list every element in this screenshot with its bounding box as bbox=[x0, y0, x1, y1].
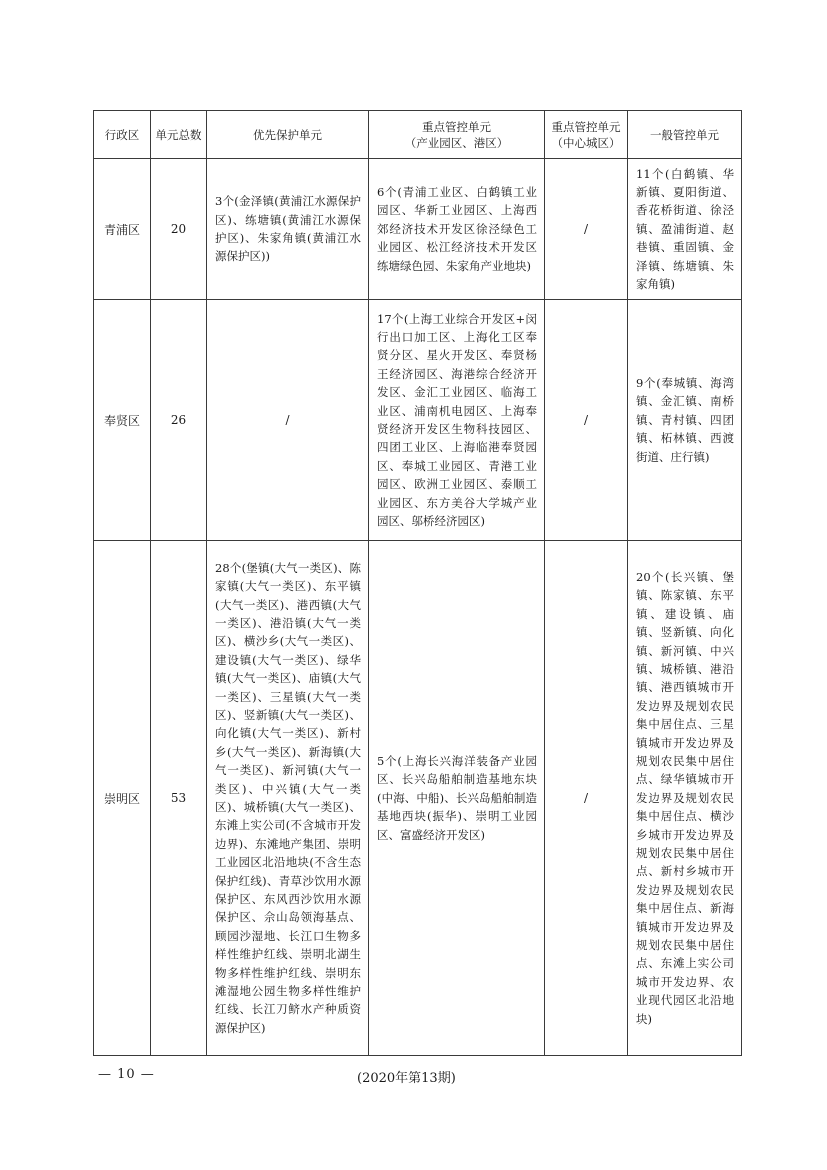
header-key-control-urban: 重点管控单元 （中心城区） bbox=[545, 111, 628, 159]
priority-cell: 28个(堡镇(大气一类区)、陈家镇(大气一类区)、东平镇(大气一类区)、港西镇(大气一类区)、港沿镇(大气一类区)、横沙乡(大气一类区)、建设镇(大气一类区)、绿华镇(大气一类区)、庙镇(大气一类区)、三星镇(大气一类区)、竖新镇(大气一类区)、向化镇(大气一类区)、新村乡(大气一类区)、新海镇(大气一类区)、新河镇(大气一类区)、中兴镇(大气一类区)、城桥镇(大气一类区)、东滩上实公司(不含城市开发边界)、东滩地产集团、崇明工业园区北沿地块(不含生态保护红线)、青草沙饮用水源保护区、东风西沙饮用水源保护区、佘山岛领海基点、顾园沙湿地、长江口生物多样性维护红线、崇明北湖生物多样性维护红线、崇明东滩湿地公园生物多样性维护红线、长江刀鲚水产种质资源保护区) bbox=[207, 541, 369, 1056]
key-industrial-cell: 17个(上海工业综合开发区+闵行出口加工区、上海化工区奉贤分区、星火开发区、奉贤杨王经济园区、海港综合经济开发区、金汇工业园区、临海工业区、浦南机电园区、上海奉贤经济开发区生物科技园区、四团工业区、上海临港奉贤园区、奉城工业园区、青港工业园区、欧洲工业园区、泰顺工业园区、东方美谷大学城产业园区、邬桥经济园区) bbox=[369, 300, 545, 541]
key-urban-cell: / bbox=[545, 300, 628, 541]
key-industrial-cell: 5个(上海长兴海洋装备产业园区、长兴岛船舶制造基地东块(中海、中船)、长兴岛船舶制造基地西块(振华)、崇明工业园区、富盛经济开发区) bbox=[369, 541, 545, 1056]
key-industrial-cell: 6个(青浦工业区、白鹤镇工业园区、华新工业园区、上海西郊经济技术开发区徐泾绿色工业园区、松江经济技术开发区练塘绿色园、朱家角产业地块) bbox=[369, 159, 545, 300]
header-total-units: 单元总数 bbox=[151, 111, 207, 159]
header-priority-protection: 优先保护单元 bbox=[207, 111, 369, 159]
general-cell: 11个(白鹤镇、华新镇、夏阳街道、香花桥街道、徐泾镇、盈浦街道、赵巷镇、重固镇、金泽镇、练塘镇、朱家角镇) bbox=[628, 159, 742, 300]
total-cell: 20 bbox=[151, 159, 207, 300]
table-row-qingpu bbox=[94, 159, 742, 300]
general-cell: 20个(长兴镇、堡镇、陈家镇、东平镇、建设镇、庙镇、竖新镇、向化镇、新河镇、中兴镇、城桥镇、港沿镇、港西镇城市开发边界及规划农民集中居住点、三星镇城市开发边界及规划农民集中居住点、绿华镇城市开发边界及规划农民集中居住点、横沙乡城市开发边界及规划农民集中居住点、新村乡城市开发边界及规划农民集中居住点、新海镇城市开发边界及规划农民集中居住点、东滩上实公司城市开发边界、农业现代园区北沿地块) bbox=[628, 541, 742, 1056]
priority-cell: / bbox=[207, 300, 369, 541]
district-cell: 崇明区 bbox=[94, 541, 151, 1056]
table-row-fengxian bbox=[94, 300, 742, 541]
header-district: 行政区 bbox=[94, 111, 151, 159]
table-header-row bbox=[94, 111, 742, 159]
key-urban-cell: / bbox=[545, 159, 628, 300]
total-cell: 53 bbox=[151, 541, 207, 1056]
priority-cell: 3个(金泽镇(黄浦江水源保护区)、练塘镇(黄浦江水源保护区)、朱家角镇(黄浦江水源保护区)) bbox=[207, 159, 369, 300]
district-cell: 青浦区 bbox=[94, 159, 151, 300]
district-cell: 奉贤区 bbox=[94, 300, 151, 541]
issue-label: (2020年第13期) bbox=[357, 1071, 456, 1086]
header-key-control-industrial: 重点管控单元 （产业园区、港区） bbox=[369, 111, 545, 159]
table-row-chongming bbox=[94, 541, 742, 1056]
general-cell: 9个(奉城镇、海湾镇、金汇镇、南桥镇、青村镇、四团镇、柘林镇、西渡街道、庄行镇) bbox=[628, 300, 742, 541]
key-urban-cell: / bbox=[545, 541, 628, 1056]
control-unit-table bbox=[93, 110, 742, 1056]
total-cell: 26 bbox=[151, 300, 207, 541]
header-general-control: 一般管控单元 bbox=[628, 111, 742, 159]
page-number: — 10 — bbox=[98, 1067, 155, 1082]
